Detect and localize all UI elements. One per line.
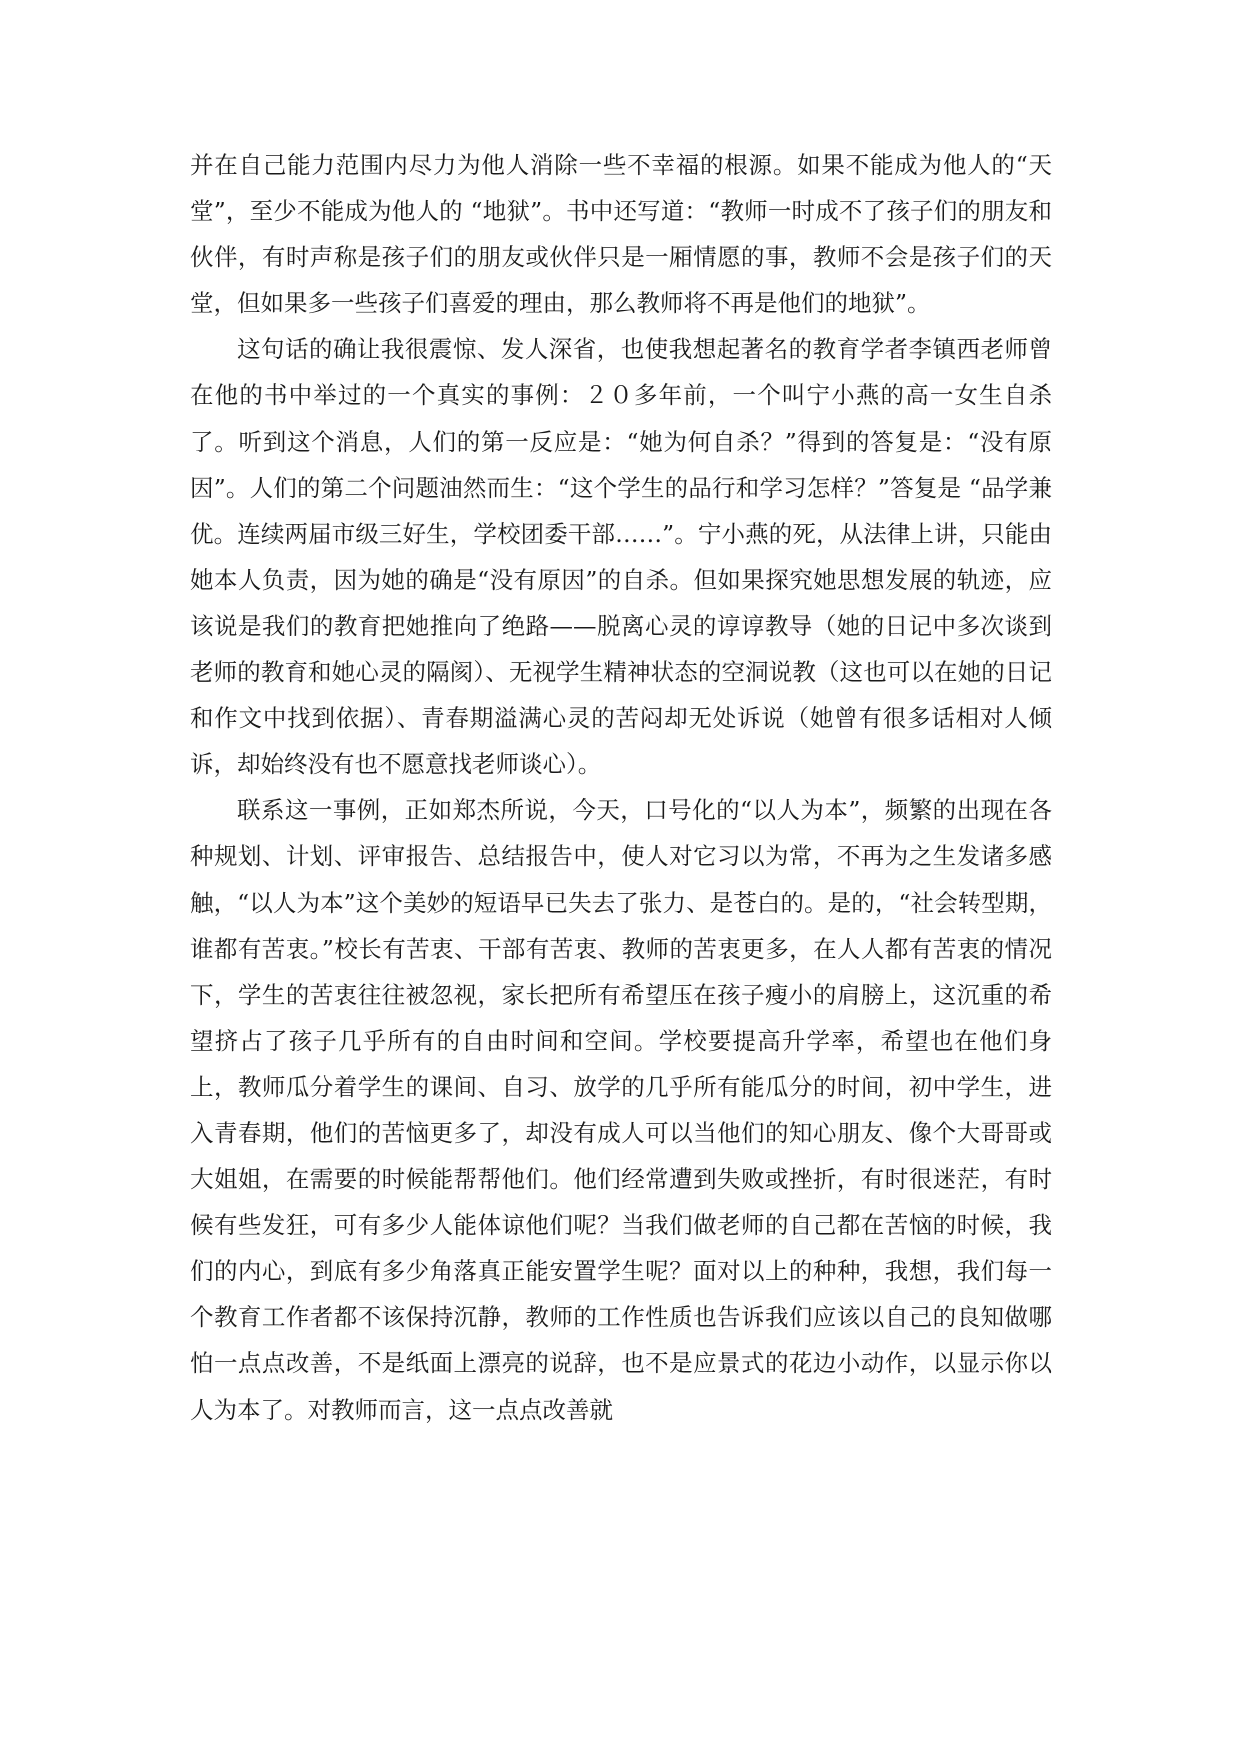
paragraph-3: 联系这一事例，正如郑杰所说，今天，口号化的“以人为本”，频繁的出现在各种规划、计划、评审报告、总结报告中，使人对它习以为常，不再为之生发诸多感触，“以人为本”这个美妙的短语早已失去了张力、是苍白的。是的，“社会转型期，谁都有苦衷。”校长有苦衷、干部有苦衷、教师的苦衷更多，在人人都有苦衷的情况下，学生的苦衷往往被忽视，家长把所有希望压在孩子瘦小的肩膀上，这沉重的希望挤占了孩子几乎所有的自由时间和空间。学校要提高升学率，希望也在他们身上，教师瓜分着学生的课间、自习、放学的几乎所有能瓜分的时间，初中学生，进入青春期，他们的苦恼更多了，却没有成人可以当他们的知心朋友、像个大哥哥或大姐姐，在需要的时候能帮帮他们。他们经常遭到失败或挫折，有时很迷茫，有时候有些发狂，可有多少人能体谅他们呢？当我们做老师的自己都在苦恼的时候，我们的内心，到底有多少角落真正能安置学生呢？面对以上的种种，我想，我们每一个教育工作者都不该保持沉静，教师的工作性质也告诉我们应该以自己的良知做哪怕一点点改善，不是纸面上漂亮的说辞，也不是应景式的花边小动作，以显示你以人为本了。对教师而言，这一点点改善就 [190, 796, 1052, 1424]
paragraph-2: 这句话的确让我很震惊、发人深省，也使我想起著名的教育学者李镇西老师曾在他的书中举过的一个真实的事例：２０多年前，一个叫宁小燕的高一女生自杀了。听到这个消息，人们的第一反应是：“她为何自杀？”得到的答复是：“没有原因”。人们的第二个问题油然而生：“这个学生的品行和学习怎样？”答复是 “品学兼优。连续两届市级三好生，学校团委干部……”。宁小燕的死，从法律上讲，只能由她本人负责，因为她的确是“没有原因”的自杀。但如果探究她思想发展的轨迹，应该说是我们的教育把她推向了绝路——脱离心灵的谆谆教导（她的日记中多次谈到老师的教育和她心灵的隔阂）、无视学生精神状态的空洞说教（这也可以在她的日记和作文中找到依据）、青春期溢满心灵的苦闷却无处诉说（她曾有很多话相对人倾诉，却始终没有也不愿意找老师谈心）。 [190, 335, 1052, 779]
paragraph-1: 并在自己能力范围内尽力为他人消除一些不幸福的根源。如果不能成为他人的“天堂”，至少不能成为他人的 “地狱”。书中还写道：“教师一时成不了孩子们的朋友和伙伴，有时声称是孩子们的朋友或伙伴只是一厢情愿的事，教师不会是孩子们的天堂，但如果多一些孩子们喜爱的理由，那么教师将不再是他们的地狱”。 [190, 151, 1052, 318]
body-text [190, 142, 1052, 1433]
